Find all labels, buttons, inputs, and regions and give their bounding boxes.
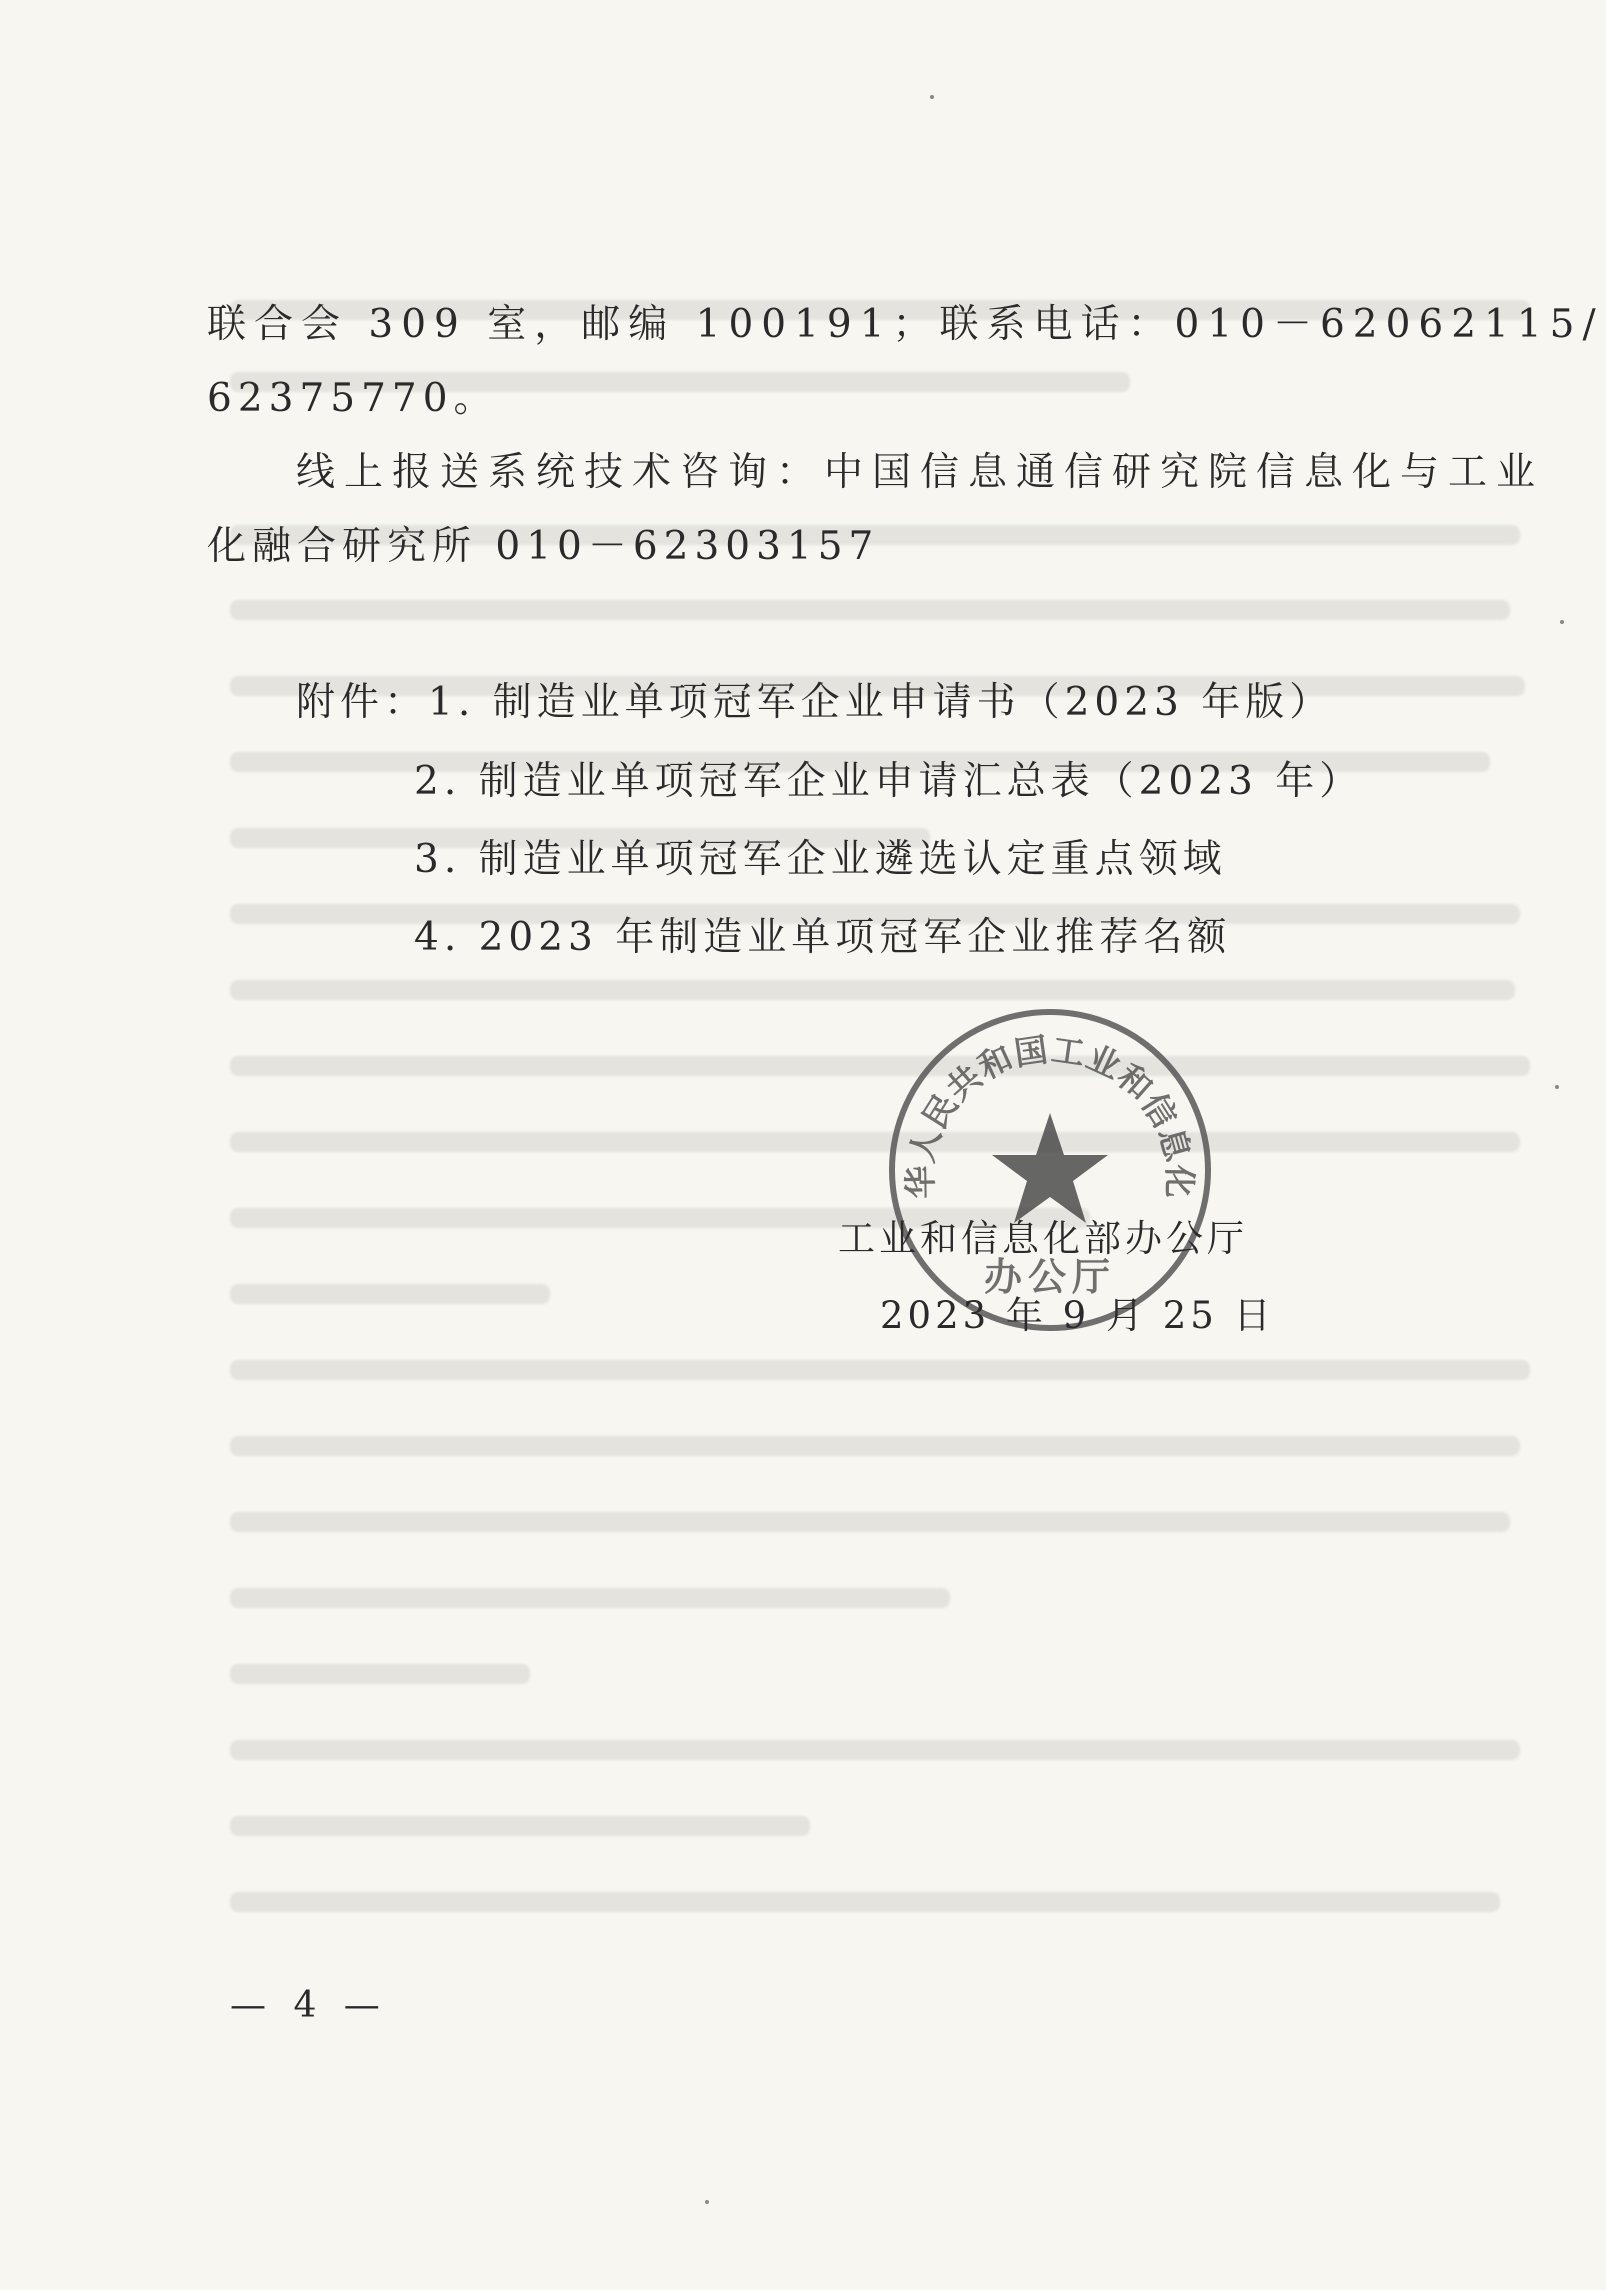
page-number: — 4 — [230,1985,388,2026]
attachment-item-3: 3. 制造业单项冠军企业遴选认定重点领域 [414,837,1227,882]
scan-speck [1555,1085,1559,1089]
scan-speck [930,95,934,99]
official-seal [885,1005,1215,1335]
attachment-item-1 [296,680,1334,725]
contact-line-1: 联合会 309 室，邮编 100191；联系电话：010－62062115/ [207,302,1604,347]
contact-line-2: 62375770。 [207,376,499,421]
attachment-item-2: 2. 制造业单项冠军企业申请汇总表（2023 年） [414,759,1364,804]
tech-support-line-1: 线上报送系统技术咨询：中国信息通信研究院信息化与工业 [296,450,1545,495]
tech-support-line-2: 化融合研究所 010－62303157 [207,524,880,569]
scan-speck [1560,620,1564,624]
attachment-item-1-text: 1. 制造业单项冠军企业申请书（2023 年版） [428,680,1334,725]
seal-star-icon [992,1113,1108,1223]
seal-ring-text: 华人民共和国工业和信息化 [900,1029,1200,1199]
scan-speck [705,2200,709,2204]
seal-bottom-text: 办公厅 [983,1255,1117,1299]
issue-date: 2023 年 9 月 25 日 [880,1294,1275,1337]
issuer-signature: 工业和信息化部办公厅 [838,1217,1248,1260]
attachment-item-4: 4. 2023 年制造业单项冠军企业推荐名额 [414,915,1232,960]
attachments-label: 附件： [296,680,429,725]
